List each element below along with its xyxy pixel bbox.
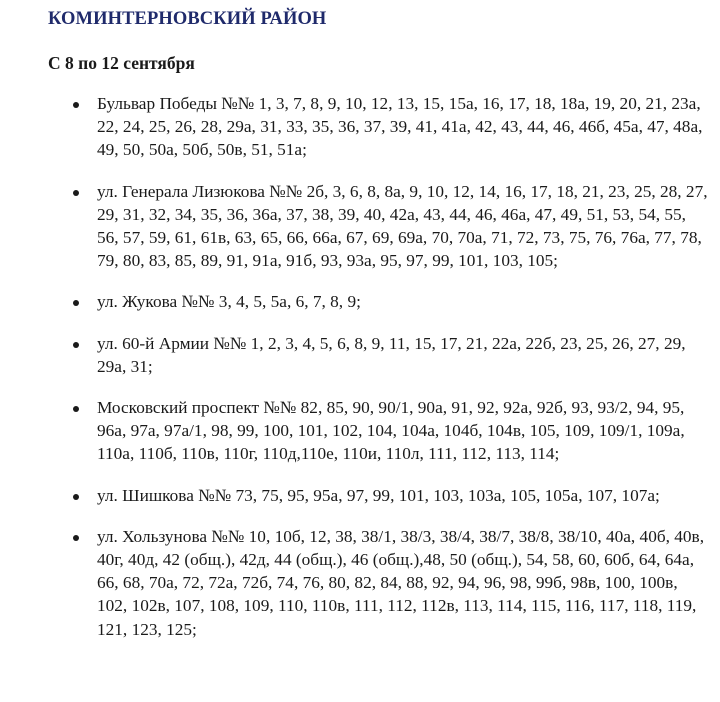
street-addresses: ул. Жукова №№ 3, 4, 5, 5а, 6, 7, 8, 9; (97, 292, 361, 312)
street-addresses: ул. Шишкова №№ 73, 75, 95, 95а, 97, 99, 101, 103, 103а, 105, 105а, 107, 107а; (97, 485, 660, 505)
bullet-dot-icon (73, 406, 79, 412)
list-item (0, 92, 720, 162)
list-item (0, 484, 720, 507)
list-item (0, 290, 720, 313)
street-addresses: ул. Генерала Лизюкова №№ 2б, 3, 6, 8, 8а, 9, 10, 12, 14, 16, 17, 18, 21, 23, 25, 28, 27, 29, 31, 32, 34, 35, 36, 36а, 37, 38, 39, 40, 42а, 43, 44, 46, 46а, 47, 49, 51, 53, 54, 55, 56, 57, 59, 61, 61в, 63, 65, 66, 66а, 67, 69, 69а, 70, 70а, 71, 72, 73, 75, 76, 76а, 77, 78, 79, 80, 83, 85, 89, 91, 91а, 91б, 93, 93а, 95, 97, 99, 101, 103, 105; (97, 181, 708, 271)
street-addresses: Московский проспект №№ 82, 85, 90, 90/1, 90а, 91, 92, 92а, 92б, 93, 93/2, 94, 95, 96а, 97а, 97а/1, 98, 99, 100, 101, 102, 104, 104а, 104б, 104в, 105, 109, 109/1, 109а, 110а, 110б, 110в, 110г, 110д,110е, 110и, 110л, 111, 112, 113, 114; (97, 398, 685, 464)
bullet-dot-icon (73, 535, 79, 541)
bullet-dot-icon (73, 190, 79, 196)
street-list (0, 92, 720, 659)
list-item (0, 332, 720, 378)
list-item (0, 180, 720, 273)
period-heading: С 8 по 12 сентября (48, 53, 195, 73)
list-item (0, 396, 720, 466)
bullet-dot-icon (73, 300, 79, 306)
bullet-dot-icon (73, 102, 79, 108)
street-addresses: ул. Хользунова №№ 10, 10б, 12, 38, 38/1, 38/3, 38/4, 38/7, 38/8, 38/10, 40а, 40б, 40в, 40г, 40д, 42 (общ.), 42д, 44 (общ.), 46 (общ.),48, 50 (общ.), 54, 58, 60, 60б, 64, 64а, 66, 68, 70а, 72, 72а, 72б, 74, 76, 80, 82, 84, 88, 92, 94, 96, 98, 99б, 98в, 100, 100в, 102, 102в, 107, 108, 109, 110, 110в, 111, 112, 112в, 113, 114, 115, 116, 117, 118, 119, 121, 123, 125; (97, 526, 705, 639)
street-addresses: Бульвар Победы №№ 1, 3, 7, 8, 9, 10, 12, 13, 15, 15а, 16, 17, 18, 18а, 19, 20, 21, 23а, 22, 24, 25, 26, 28, 29а, 31, 33, 35, 36, 37, 39, 41, 41а, 42, 43, 44, 46, 46б, 45а, 47, 48а, 49, 50, 50а, 50б, 50в, 51, 51а; (97, 94, 703, 160)
street-addresses: ул. 60-й Армии №№ 1, 2, 3, 4, 5, 6, 8, 9, 11, 15, 17, 21, 22а, 22б, 23, 25, 26, 27, 29, 29а, 31; (97, 333, 686, 376)
district-title: КОМИНТЕРНОВСКИЙ РАЙОН (48, 9, 327, 29)
bullet-dot-icon (73, 494, 79, 500)
list-item (0, 525, 720, 641)
bullet-dot-icon (73, 342, 79, 348)
